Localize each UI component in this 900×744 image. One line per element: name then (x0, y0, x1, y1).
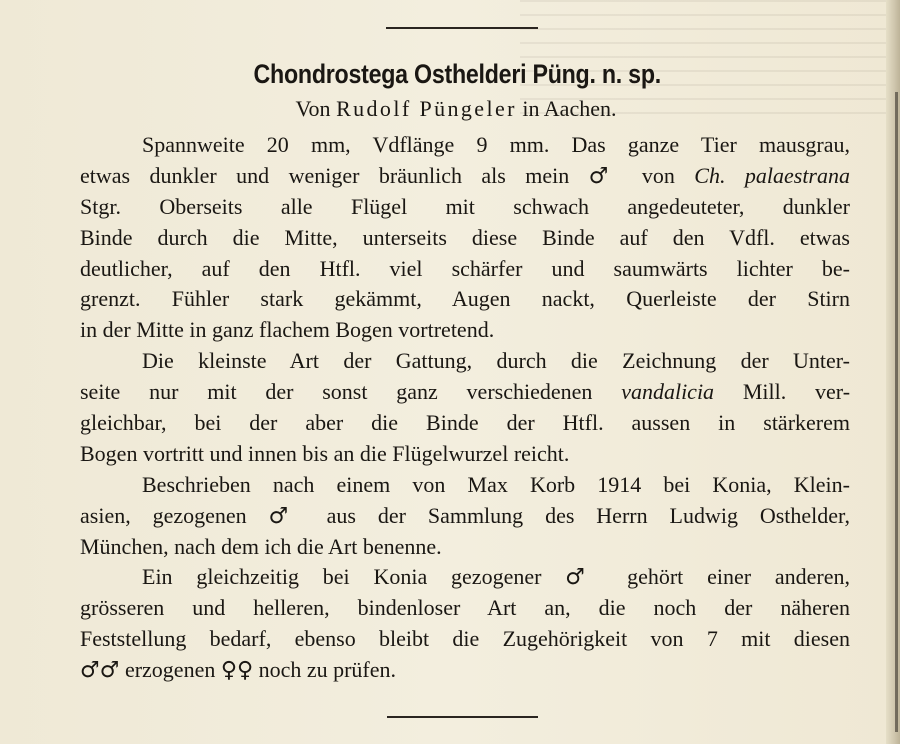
p1-line-2-text-a: etwas dunkler und weniger bräunlich als mein (80, 162, 570, 188)
p1-line-2 (80, 161, 850, 192)
p1-line-2-text-b: von (641, 162, 675, 188)
top-rule (386, 27, 538, 29)
males-symbol: ♂♂ (80, 658, 120, 684)
author-name: Rudolf Püngeler (336, 96, 517, 121)
p2-line-2 (80, 377, 850, 408)
male-symbol: ♂ (268, 503, 305, 529)
species-name-vandalicia: vandalicia (621, 379, 715, 405)
p1-line-7: in der Mitte in ganz flachem Bogen vortretend. (80, 317, 495, 343)
author-suffix: in Aachen. (522, 96, 617, 121)
body-text (80, 130, 850, 686)
p4-line-4-text-b: noch zu prüfen. (258, 657, 397, 683)
p2-line-2-text-a: seite nur mit der sonst ganz verschiedenen (80, 379, 593, 405)
p3-line-1: Beschrieben nach einem von Max Korb 1914 bei Konia, Klein- (142, 471, 850, 497)
bottom-rule (387, 716, 538, 718)
p3-line-2-text-b: aus der Sammlung des Herrn Ludwig Osthelder, (326, 502, 850, 528)
male-symbol: ♂ (565, 565, 604, 591)
p4-line-3: Feststellung bedarf, ebenso bleibt die Zugehörigkeit von 7 mit diesen (80, 626, 850, 652)
p1-line-4: Binde durch die Mitte, unterseits diese Binde auf den Vdfl. etwas (80, 224, 850, 250)
females-symbol: ♀♀ (220, 658, 254, 684)
p3-line-3: München, nach dem ich die Art benenne. (80, 533, 442, 559)
p4-line-2: grösseren und helleren, bindenloser Art an, die noch der näheren (80, 595, 850, 621)
author-prefix: Von (295, 96, 331, 121)
p4-line-1 (80, 562, 850, 593)
p2-line-2-text-b: Mill. ver- (742, 379, 851, 405)
p4-line-4 (80, 655, 850, 686)
p4-line-1-text-a: Ein gleichzeitig bei Konia gezogener (142, 564, 542, 590)
page-edge-mark (895, 92, 898, 732)
male-symbol: ♂ (588, 163, 623, 189)
article-title: Chondrostega Osthelderi Püng. n. sp. (253, 59, 661, 89)
p2-line-3: gleichbar, bei der aber die Binde der Htfl. aussen in stärkerem (80, 410, 850, 436)
p3-line-2 (80, 501, 850, 532)
p4-line-4-text-a: erzogenen (124, 657, 216, 683)
p1-line-3: Stgr. Oberseits alle Flügel mit schwach angedeuteter, dunkler (80, 193, 850, 219)
p2-line-4: Bogen vortritt und innen bis an die Flügelwurzel reicht. (80, 440, 570, 466)
p1-line-1: Spannweite 20 mm, Vdflänge 9 mm. Das ganze Tier mausgrau, (142, 132, 850, 157)
p4-line-1-text-b: gehört einer anderen, (627, 564, 850, 590)
p2-line-1: Die kleinste Art der Gattung, durch die Zeichnung der Unter- (142, 348, 850, 374)
species-name-palaestrana: Ch. palaestrana (694, 162, 850, 188)
p1-line-5: deutlicher, auf den Htfl. viel schärfer und saumwärts lichter be- (80, 255, 850, 281)
p3-line-2-text-a: asien, gezogenen (80, 502, 247, 528)
p1-line-6: grenzt. Fühler stark gekämmt, Augen nackt, Querleiste der Stirn (80, 286, 850, 312)
author-line (0, 95, 900, 123)
